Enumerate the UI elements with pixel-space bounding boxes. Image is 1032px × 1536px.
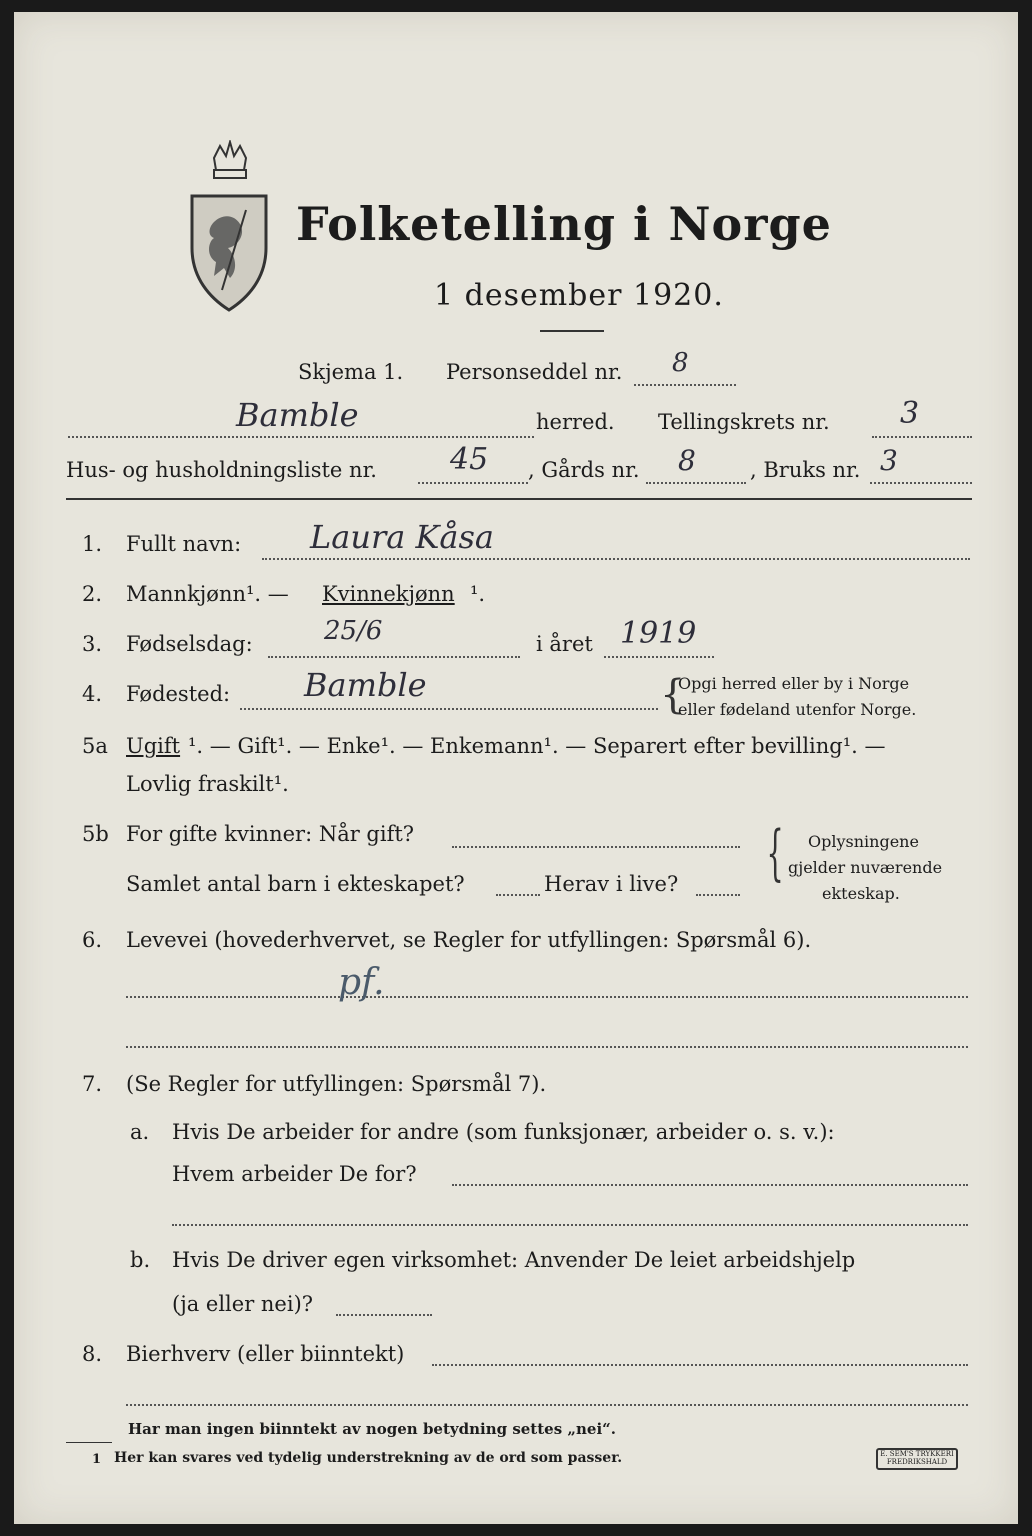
hired-help-field[interactable] xyxy=(336,1314,432,1316)
herred-field-line xyxy=(68,436,534,438)
footnote-text: Her kan svares ved tydelig understrekning av de ord som passer. xyxy=(114,1450,623,1466)
tellingskrets-field[interactable]: 3 xyxy=(900,396,920,431)
occupation-field[interactable]: pf. xyxy=(338,962,385,1003)
q7b-label: Hvis De driver egen virksomhet: Anvender De leiet arbeidshjelp xyxy=(172,1248,856,1272)
q7b-number: b. xyxy=(130,1248,151,1272)
secondary-income-note: Har man ingen biinntekt av nogen betydning settes „nei“. xyxy=(128,1420,617,1438)
q5a-number: 5a xyxy=(82,734,108,758)
q6-number: 6. xyxy=(82,928,103,952)
q8-label: Bierhverv (eller biinntekt) xyxy=(126,1342,405,1366)
herred-field[interactable]: Bamble xyxy=(236,396,359,434)
female-option[interactable]: Kvinnekjønn xyxy=(322,582,455,606)
gards-field[interactable]: 8 xyxy=(678,444,696,477)
form-title: Folketelling i Norge xyxy=(296,197,832,251)
husholdningsliste-label: Hus- og husholdningsliste nr. xyxy=(66,458,377,482)
birthplace-note-brace: { xyxy=(660,672,686,718)
birthplace-note-line2: eller fødeland utenfor Norge. xyxy=(678,700,917,719)
birthplace-field[interactable]: Bamble xyxy=(304,666,427,704)
gards-field-line xyxy=(646,482,746,484)
skjema-label: Skjema 1. xyxy=(298,360,404,384)
birthdate-field-line xyxy=(268,656,520,658)
q7-label: (Se Regler for utfyllingen: Spørsmål 7). xyxy=(126,1072,547,1096)
birthdate-field[interactable]: 25/6 xyxy=(324,616,383,646)
q2-number: 2. xyxy=(82,582,103,606)
census-date: 1 desember 1920. xyxy=(434,278,724,313)
divorced-option[interactable]: Lovlig fraskilt¹. xyxy=(126,772,289,796)
children-alive-field[interactable] xyxy=(696,894,740,896)
birth-year-label: i året xyxy=(536,632,593,656)
marriage-note-line3: ekteskap. xyxy=(822,884,900,903)
full-name-field[interactable]: Laura Kåsa xyxy=(310,518,494,556)
q7a-label: Hvis De arbeider for andre (som funksjonær, arbeider o. s. v.): xyxy=(172,1120,835,1144)
q7a-number: a. xyxy=(130,1120,150,1144)
tellingskrets-field-line xyxy=(872,436,972,438)
hired-help-label: (ja eller nei)? xyxy=(172,1292,314,1316)
marriage-date-label: For gifte kvinner: Når gift? xyxy=(126,822,415,846)
q4-label: Fødested: xyxy=(126,682,231,706)
occupation-field-line xyxy=(126,996,968,998)
birth-year-field-line xyxy=(604,656,714,658)
q3-label: Fødselsdag: xyxy=(126,632,253,656)
footnote-divider xyxy=(66,1442,112,1443)
personseddel-field-line xyxy=(634,384,736,386)
personseddel-label: Personseddel nr. xyxy=(446,360,623,384)
occupation-field-line-2[interactable] xyxy=(126,1046,968,1048)
birthplace-note-line1: Opgi herred eller by i Norge xyxy=(678,674,910,693)
employer-field[interactable] xyxy=(452,1184,968,1186)
husholdningsliste-field[interactable]: 45 xyxy=(450,442,489,477)
personseddel-field[interactable]: 8 xyxy=(672,348,689,378)
male-option[interactable]: Mannkjønn¹. — xyxy=(126,582,289,606)
marriage-date-field[interactable] xyxy=(452,846,740,848)
secondary-income-field[interactable] xyxy=(432,1364,968,1366)
children-count-label: Samlet antal barn i ekteskapet? xyxy=(126,872,465,896)
bruks-field[interactable]: 3 xyxy=(880,444,898,477)
bruks-field-line xyxy=(870,482,972,484)
footnote-mark: 1 xyxy=(92,1452,102,1467)
employer-field-line-2[interactable] xyxy=(172,1224,968,1226)
q7-number: 7. xyxy=(82,1072,103,1096)
q4-number: 4. xyxy=(82,682,103,706)
norwegian-coat-of-arms-icon xyxy=(186,140,272,318)
unmarried-option[interactable]: Ugift xyxy=(126,734,181,758)
children-count-field[interactable] xyxy=(496,894,540,896)
employer-label: Hvem arbeider De for? xyxy=(172,1162,417,1186)
bruks-label: , Bruks nr. xyxy=(750,458,861,482)
printer-stamp: E. SEM'S TRYKKERI FREDRIKSHALD xyxy=(876,1448,958,1470)
children-alive-label: Herav i live? xyxy=(544,872,679,896)
header-divider xyxy=(66,498,972,500)
q8-number: 8. xyxy=(82,1342,103,1366)
birth-year-field[interactable]: 1919 xyxy=(620,616,697,651)
marriage-note-line2: gjelder nuværende xyxy=(788,858,943,877)
herred-label: herred. xyxy=(536,410,615,434)
q1-number: 1. xyxy=(82,532,103,556)
marriage-note-line1: Oplysningene xyxy=(808,832,919,851)
marital-status-options[interactable]: ¹. — Gift¹. — Enke¹. — Enkemann¹. — Separert efter bevilling¹. — xyxy=(188,734,886,758)
marriage-note-brace: { xyxy=(766,818,784,888)
full-name-field-line xyxy=(262,558,970,560)
gards-label: , Gårds nr. xyxy=(528,458,640,482)
census-form-sheet xyxy=(14,12,1018,1524)
secondary-income-field-line-2[interactable] xyxy=(126,1404,968,1406)
female-option-suffix: ¹. xyxy=(470,582,486,606)
tellingskrets-label: Tellingskrets nr. xyxy=(658,410,830,434)
q3-number: 3. xyxy=(82,632,103,656)
q5b-number: 5b xyxy=(82,822,109,846)
q1-label: Fullt navn: xyxy=(126,532,242,556)
title-divider xyxy=(540,330,604,332)
birthplace-field-line xyxy=(240,708,658,710)
q6-label: Levevei (hovederhvervet, se Regler for utfyllingen: Spørsmål 6). xyxy=(126,928,812,952)
husholdningsliste-field-line xyxy=(418,482,528,484)
